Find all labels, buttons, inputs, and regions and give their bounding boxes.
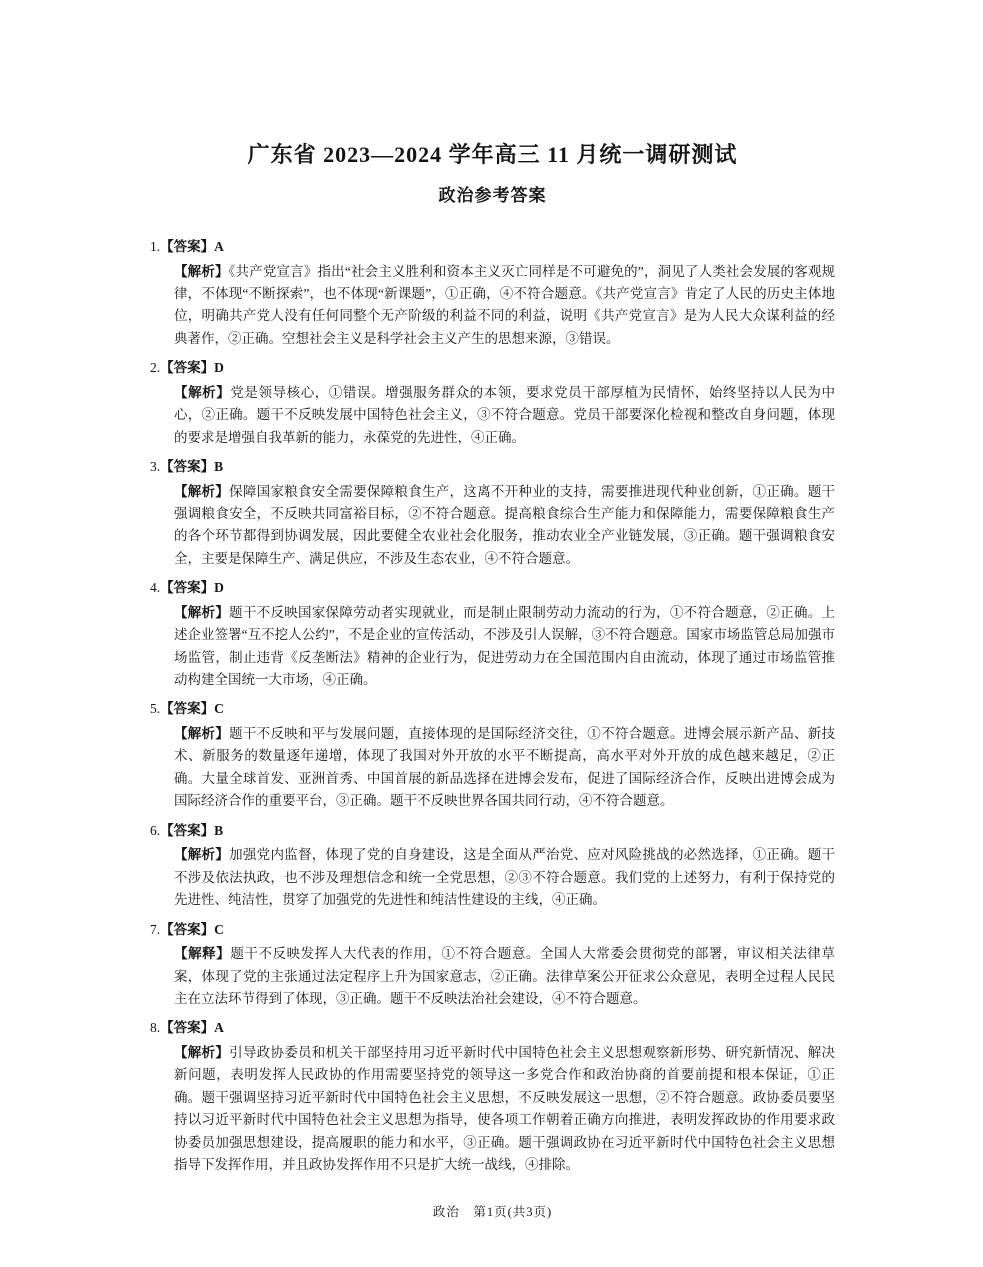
answer-item-3 [150, 456, 835, 570]
answer-line [150, 1017, 835, 1039]
item-number: 7. [150, 921, 161, 937]
answer-item-6 [150, 820, 835, 912]
answer-value: B [214, 822, 224, 838]
answer-value: D [214, 360, 224, 376]
answer-line [150, 577, 835, 599]
answer-label: 【答案】 [160, 459, 215, 475]
answer-label: 【答案】 [160, 822, 215, 838]
analysis-label: 【解析】 [174, 1044, 230, 1060]
answer-value: C [214, 921, 224, 937]
analysis-label: 【解析】 [174, 847, 230, 863]
answer-label: 【答案】 [160, 580, 215, 596]
answer-item-7 [150, 919, 835, 1011]
analysis-paragraph [174, 723, 835, 813]
answer-label: 【答案】 [160, 921, 215, 937]
answer-line [150, 820, 835, 842]
analysis-text: 引导政协委员和机关干部坚持用习近平新时代中国特色社会主义思想观察新形势、研究新情况、解决新问题，表明发挥人民政协的作用需要坚持党的领导这一多党合作和政治协商的首要前提和根本保证，①正确。题干强调坚持习近平新时代中国特色社会主义思想，不反映发展这一思想，②不符合题意。政协委员要坚持以习近平新时代中国特色社会主义思想为指导，使各项工作朝着正确方向推进，表明发挥政协的作用要求政协委员加强思想建设，提高履职的能力和水平，③正确。题干强调政协在习近平新时代中国特色社会主义思想指导下发挥作用，并且政协发挥作用不只是扩大统一战线，④排除。 [174, 1044, 836, 1172]
analysis-paragraph [174, 481, 835, 571]
analysis-text: 党是领导核心，①错误。增强服务群众的本领，要求党员干部厚植为民情怀，始终坚持以人民为中心，②正确。题干不反映发展中国特色社会主义，③不符合题意。党员干部要深化检视和整改自身问题，体现的要求是增强自我革新的能力，永葆党的先进性，④正确。 [174, 384, 836, 445]
answer-item-2 [150, 357, 835, 449]
analysis-paragraph [174, 261, 835, 351]
item-number: 4. [150, 580, 161, 596]
item-number: 8. [150, 1020, 161, 1036]
analysis-text: 题干不反映国家保障劳动者实现就业，而是制止限制劳动力流动的行为，①不符合题意，②正确。上述企业签署“互不挖人公约”，不是企业的宣传活动，不涉及引人误解，③不符合题意。国家市场监管总局加强市场监管，制止违背《反垄断法》精神的企业行为，促进劳动力在全国范围内自由流动，体现了通过市场监管推动构建全国统一大市场，④正确。 [174, 604, 836, 688]
answer-value: B [214, 459, 224, 475]
answer-item-4 [150, 577, 835, 691]
analysis-paragraph [174, 1042, 835, 1176]
analysis-label: 【解析】 [174, 263, 229, 279]
answer-line [150, 456, 835, 478]
analysis-label: 【解释】 [174, 946, 231, 962]
analysis-paragraph [174, 844, 835, 911]
item-number: 2. [150, 360, 161, 376]
analysis-paragraph [174, 382, 835, 449]
answer-value: A [214, 1020, 224, 1036]
analysis-paragraph [174, 602, 835, 692]
analysis-text: 保障国家粮食安全需要保障粮食生产，这离不开种业的支持，需要推进现代种业创新，①正确。题干强调粮食安全，不反映共同富裕目标，②不符合题意。提高粮食综合生产能力和保障能力，需要保障粮食生产的各个环节都得到协调发展，因此要健全农业社会化服务，推动农业全产业链发展，③正确。题干强调粮食安全，主要是保障生产、满足供应，不涉及生态农业，④不符合题意。 [174, 483, 836, 566]
analysis-label: 【解析】 [174, 384, 231, 400]
item-number: 5. [150, 701, 161, 717]
analysis-text: 加强党内监督，体现了党的自身建设，这是全面从严治党、应对风险挑战的必然选择，①正确。题干不涉及依法执政，也不涉及理想信念和统一全党思想，②③不符合题意。我们党的上述努力，有利于保持党的先进性、纯洁性，贯穿了加强党的先进性和纯洁性建设的主线，④正确。 [174, 847, 836, 908]
answer-item-8 [150, 1017, 835, 1176]
answer-label: 【答案】 [160, 701, 215, 717]
answer-label: 【答案】 [160, 360, 215, 376]
answer-value: C [214, 701, 224, 717]
analysis-text: 题干不反映发挥人大代表的作用，①不符合题意。全国人大常委会贯彻党的部署，审议相关法律草案，体现了党的主张通过法定程序上升为国家意志，②正确。法律草案公开征求公众意见，表明全过程人民民主在立法环节得到了体现，③正确。题干不反映法治社会建设，④不符合题意。 [174, 946, 836, 1006]
answer-line [150, 236, 835, 258]
answer-value: D [214, 580, 224, 596]
page-title: 广东省 2023—2024 学年高三 11 月统一调研测试 [247, 142, 738, 167]
analysis-label: 【解析】 [174, 483, 230, 499]
item-number: 3. [150, 459, 161, 475]
item-number: 1. [150, 239, 161, 254]
answer-label: 【答案】 [160, 239, 215, 254]
analysis-paragraph [174, 943, 835, 1010]
answer-item-5 [150, 698, 835, 812]
analysis-label: 【解析】 [174, 726, 230, 742]
answer-line [150, 698, 835, 720]
item-number: 6. [150, 822, 161, 838]
answer-item-1 [150, 236, 835, 350]
analysis-text: 题干不反映和平与发展问题，直接体现的是国际经济交往，①不符合题意。进博会展示新产品、新技术、新服务的数量逐年递增，体现了我国对外开放的水平不断提高，高水平对外开放的成色越来越足，②正确。大量全球首发、亚洲首秀、中国首展的新品选择在进博会发布，促进了国际经济合作，反映出进博会成为国际经济合作的重要平台，③正确。题干不反映世界各国共同行动，④不符合题意。 [174, 726, 836, 809]
answer-list [150, 236, 835, 1176]
analysis-label: 【解析】 [174, 604, 230, 620]
answer-value: A [214, 239, 224, 254]
page-subtitle: 政治参考答案 [438, 186, 547, 205]
answer-line [150, 919, 835, 941]
analysis-text: 《共产党宣言》指出“社会主义胜利和资本主义灭亡同样是不可避免的”，洞见了人类社会发展的客观规律，不体现“不断探索”，也不体现“新课题”，①正确，④不符合题意。《共产党宣言》肯定了人民的历史主体地位，明确共产党人没有任何同整个无产阶级的利益不同的利益，说明《共产党宣言》是为人民大众谋利益的经典著作，②正确。空想社会主义是科学社会主义产生的思想来源，③错误。 [174, 263, 836, 346]
answer-line [150, 357, 835, 379]
answer-label: 【答案】 [160, 1020, 215, 1036]
page-footer: 政治 第1页(共3页) [432, 1205, 553, 1220]
